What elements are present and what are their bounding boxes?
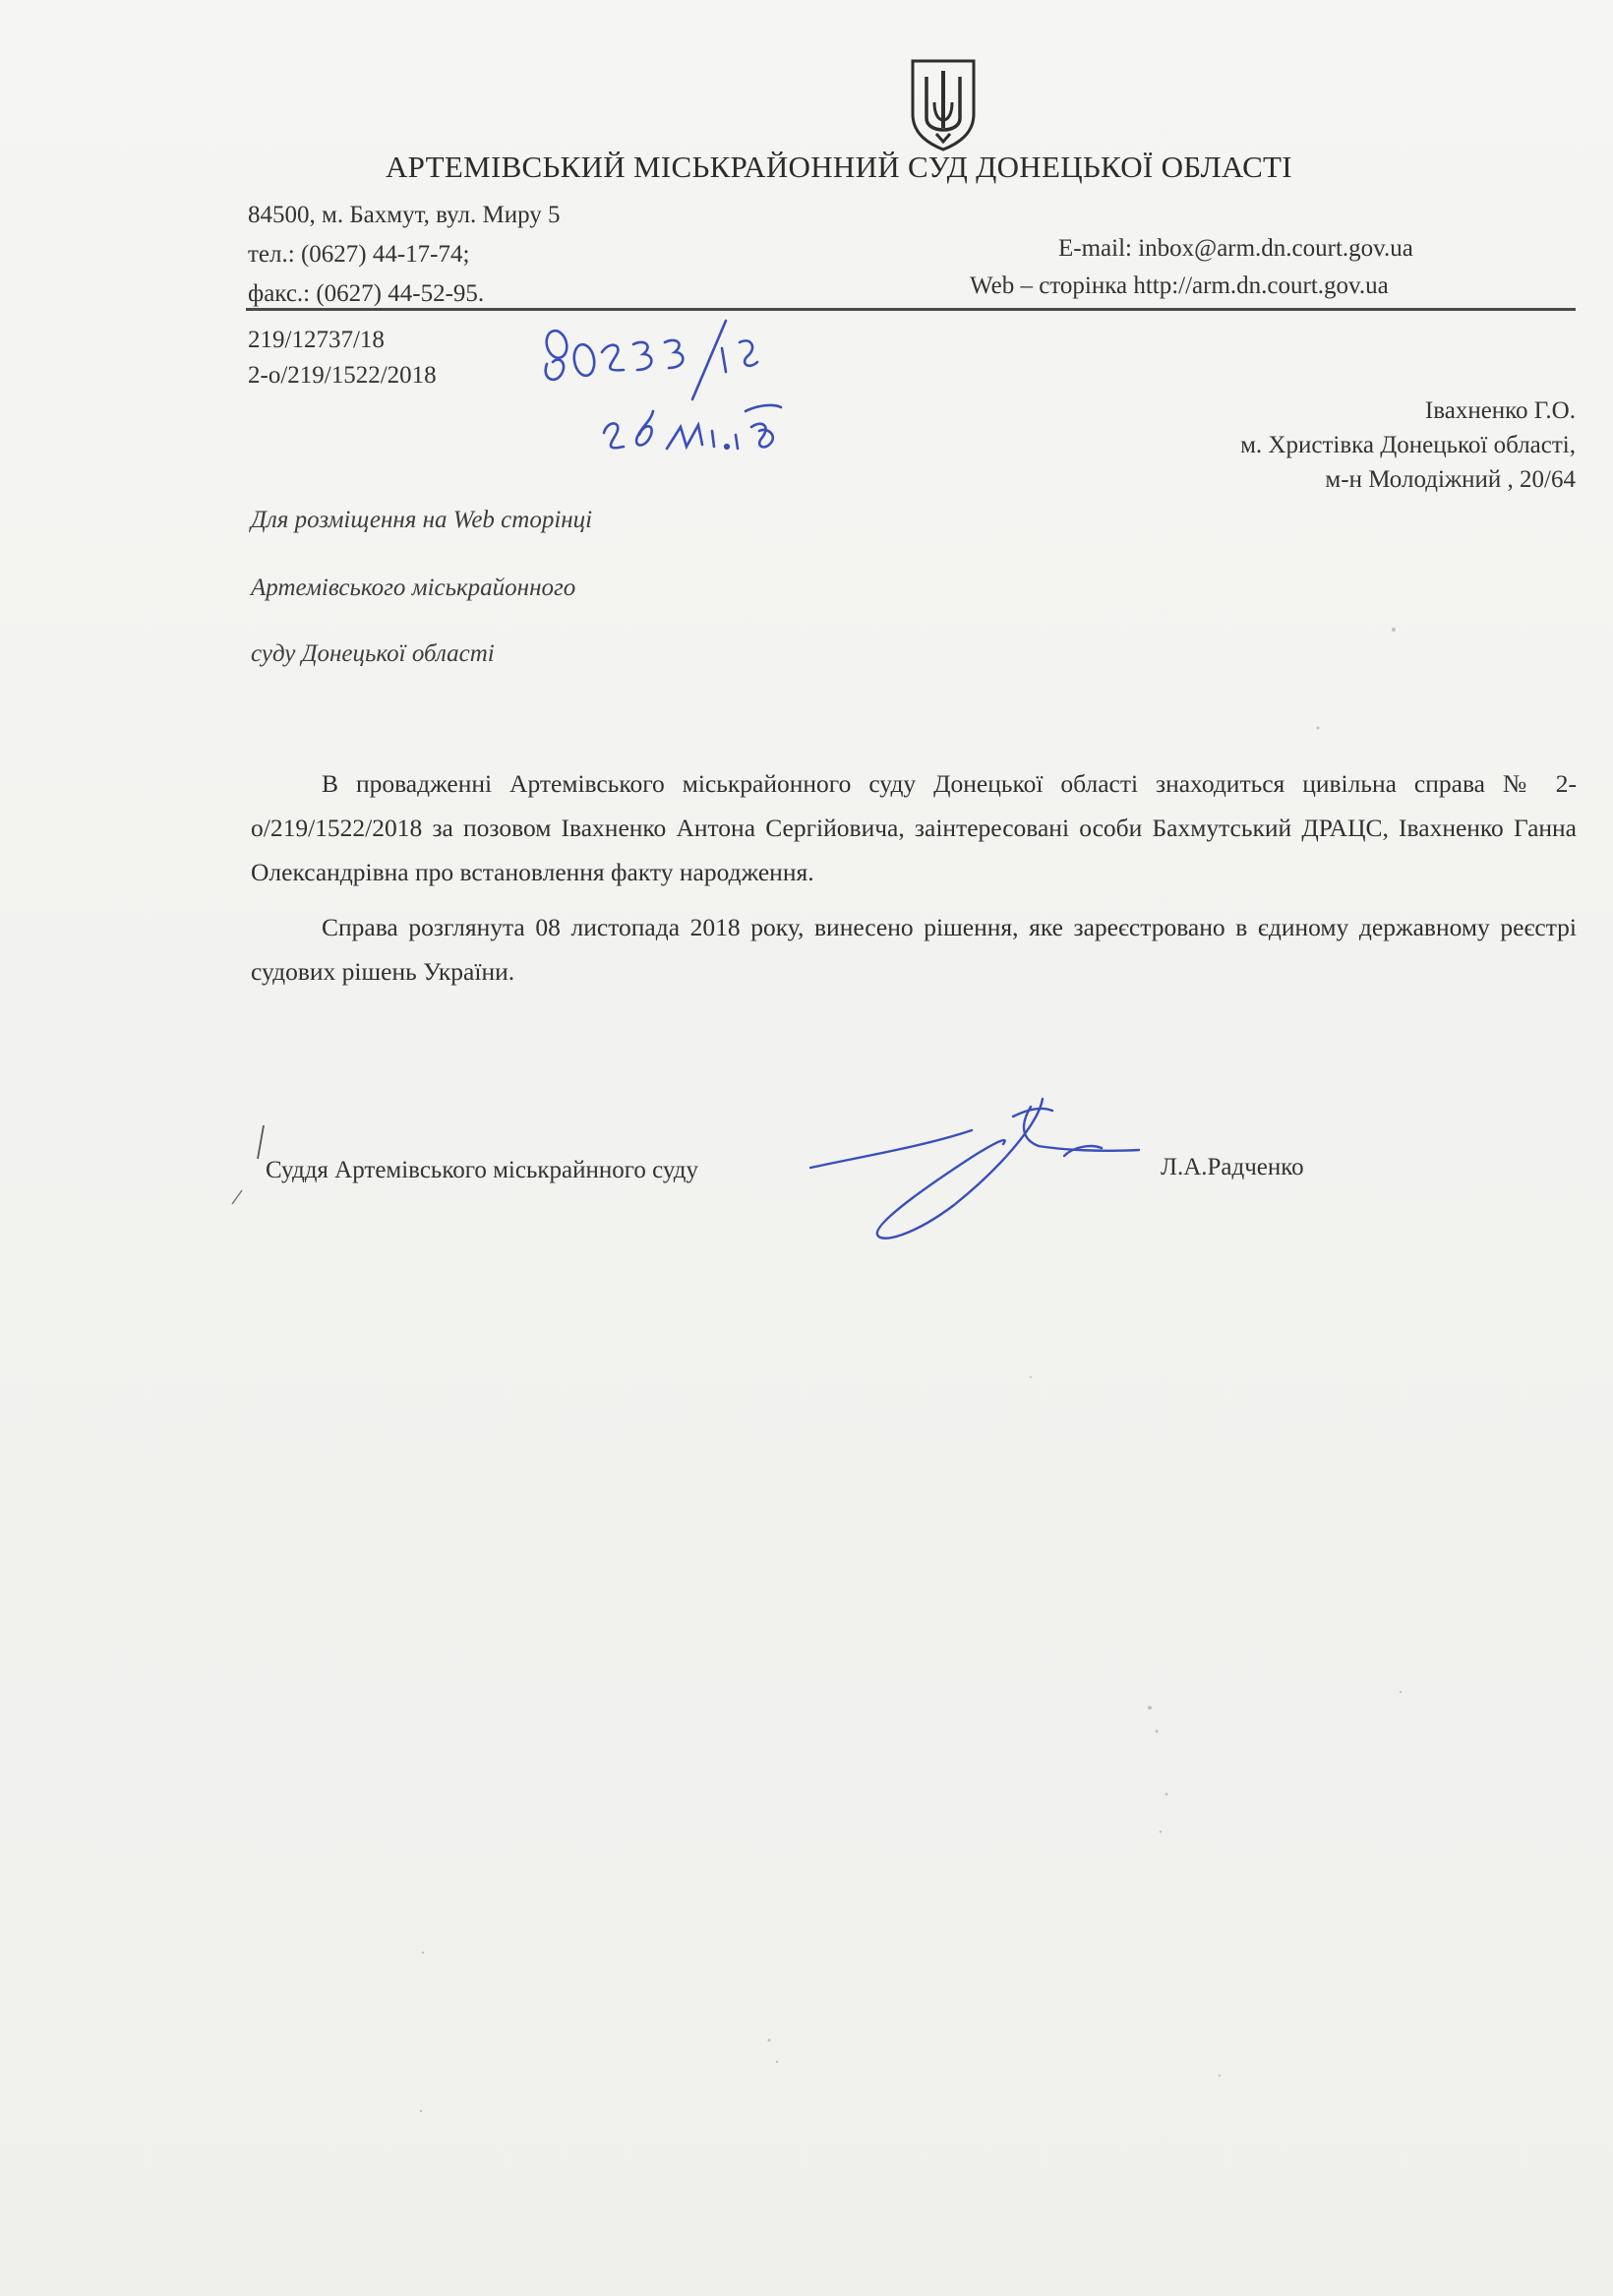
case-number: 2-о/219/1522/2018 [248, 362, 437, 389]
body-paragraph-decision: Справа розглянута 08 листопада 2018 року, винесено рішення, яке зареєстровано в єдиному державному реєстрі судових рішень України. [251, 913, 1577, 986]
recipient-city: м. Христівка Донецької області, [1240, 432, 1576, 458]
handwritten-date [598, 392, 814, 470]
header-divider [246, 308, 1576, 311]
judge-role: Суддя Артемівського міськрайнного суду [266, 1157, 699, 1183]
placement-note-line2: Артемівського міськрайонного [251, 574, 576, 601]
outgoing-number: 219/12737/18 [248, 327, 385, 353]
handwritten-signature [806, 1087, 1141, 1249]
court-title: АРТЕМІВСЬКИЙ МІСЬКРАЙОННИЙ СУД ДОНЕЦЬКОЇ ОБЛАСТІ [386, 150, 1292, 184]
court-phone: тел.: (0627) 44-17-74; [248, 241, 470, 268]
recipient-name: Івахненко Г.О. [1424, 397, 1576, 424]
court-website: Web – сторінка http://arm.dn.court.gov.ua [970, 272, 1389, 299]
placement-note-line3: суду Донецької області [251, 640, 495, 667]
body-paragraph-case: В провадженні Артемівського міськрайонного суду Донецької області знаходиться цивільна справа № 2-о/219/1522/2018 за позовом Івахненко Антона Сергійовича, заінтересовані особи Бахмутський ДРАЦС, Івахненко Ганна Олександрівна про встановлення факту народження. [251, 769, 1577, 886]
handwritten-number [539, 313, 765, 401]
placement-note-line1: Для розміщення на Web сторінці [251, 507, 593, 533]
court-email: E-mail: inbox@arm.dn.court.gov.ua [1058, 235, 1413, 262]
recipient-street: м-н Молодіжний , 20/64 [1325, 466, 1576, 493]
court-address: 84500, м. Бахмут, вул. Миру 5 [248, 202, 561, 228]
judge-name: Л.А.Радченко [1161, 1154, 1304, 1180]
trident-emblem-icon [907, 57, 980, 151]
court-fax: факс.: (0627) 44-52-95. [248, 280, 485, 307]
